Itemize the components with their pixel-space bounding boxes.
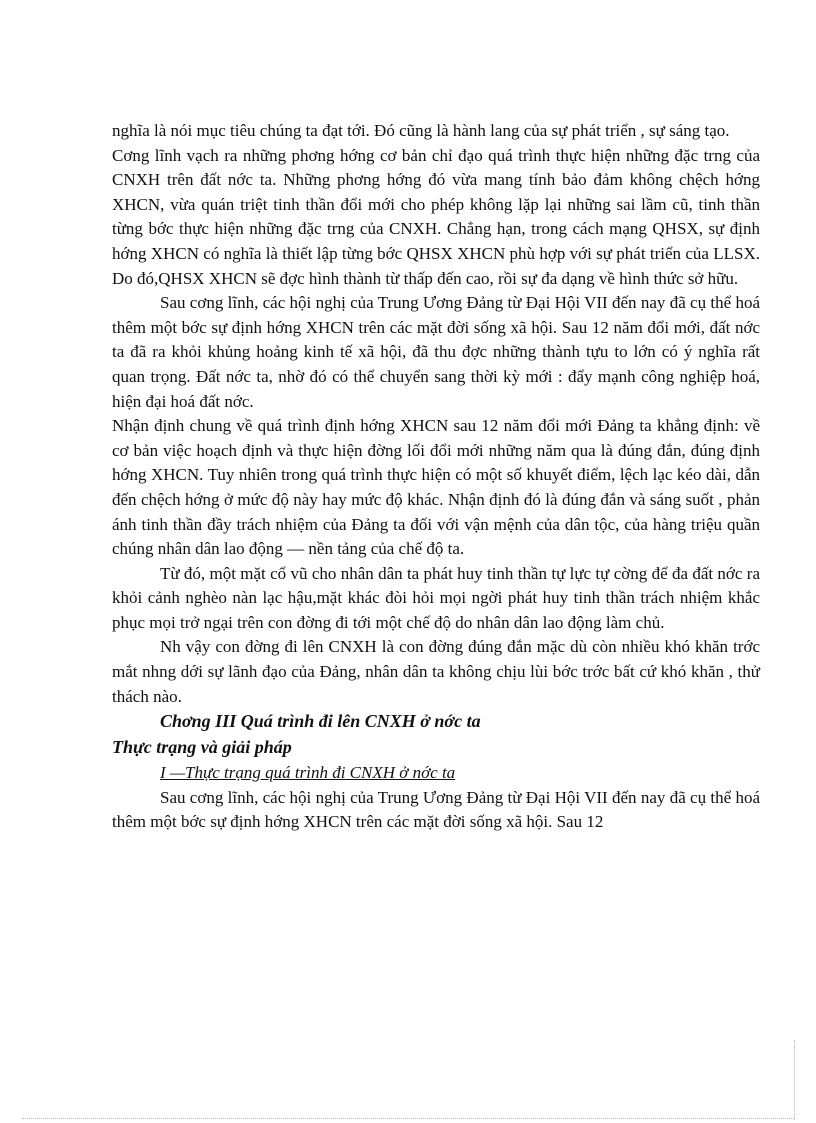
section-heading <box>112 760 760 786</box>
chapter-subheading: Thực trạng và giải pháp <box>112 736 292 757</box>
section-heading-text: I —Thực trạng quá trình đi CNXH ở nớc ta <box>160 763 456 783</box>
paragraph-4: Nhận định chung về quá trình định hớng XHCN sau 12 năm đổi mới Đảng ta khẳng định: về cơ bản việc hoạch định và thực hiện đờng lối đổi mới những năm qua là đúng đắn, đúng định hớng XHCN. Tuy nhiên trong quá trình thực hiện có một số khuyết điểm, lệch lạc kéo dài, dẫn đến chệch hớng ở mức độ này hay mức độ khác. Nhận định đó là đúng đắn và sáng suốt , phản ánh tinh thần đầy trách nhiệm của Đảng ta đối với vận mệnh của dân tộc, của hàng triệu quần chúng nhân dân lao động — nền tảng của chế độ ta. <box>112 416 760 559</box>
paragraph-5: Từ đó, một mặt cổ vũ cho nhân dân ta phát huy tinh thần tự lực tự cờng để đa đất nớc ra khỏi cảnh nghèo nàn lạc hậu,mặt khác đòi hỏi mọi ngời phát huy tinh thần trách nhiệm khắc phục mọi trở ngại trên con đờng đi tới một chế độ do nhân dân lao động làm chủ. <box>112 563 760 632</box>
page-corner-border <box>794 1040 795 1120</box>
paragraph-3: Sau cơng lĩnh, các hội nghị của Trung Ương Đảng từ Đại Hội VII đến nay đã cụ thể hoá thêm một bớc sự định hớng XHCN trên các mặt đời sống xã hội. Sau 12 năm đổi mới, đất nớc ta đã ra khỏi khủng hoảng kinh tế xã hội, đã thu đợc những thành tựu to lớn có ý nghĩa rất quan trọng. Đất nớc ta, nhờ đó có thể chuyển sang thời kỳ mới : đẩy mạnh công nghiệp hoá, hiện đại hoá đất nớc. <box>112 293 760 411</box>
paragraph-2: Cơng lĩnh vạch ra những phơng hớng cơ bản chỉ đạo quá trình thực hiện những đặc trng của CNXH trên đất nớc ta. Những phơng hớng đó vừa mang tính bảo đảm không chệch hớng XHCN, vừa quán triệt tinh thần đổi mới cho phép không lặp lại những sai lầm cũ, tinh thần từng bớc thực hiện những đặc trng của CNXH. Chẳng hạn, trong cách mạng QHSX, sự định hớng XHCN có nghĩa là thiết lập từng bớc QHSX XHCN phù hợp với sự phát triển của LLSX. Do đó,QHSX XHCN sẽ đợc hình thành từ thấp đến cao, rồi sự đa dạng về hình thức sở hữu. <box>112 145 760 288</box>
paragraph-6: Nh vậy con đờng đi lên CNXH là con đờng đúng đắn mặc dù còn nhiều khó khăn trớc mắt nhng dới sự lãnh đạo của Đảng, nhân dân ta không chịu lùi bớc trớc bất cứ khó khăn , thử thách nào. <box>112 637 760 706</box>
page-bottom-border <box>22 1118 794 1119</box>
chapter-heading: Chơng III Quá trình đi lên CNXH ở nớc ta <box>160 711 481 732</box>
paragraph-final: Sau cơng lĩnh, các hội nghị của Trung Ương Đảng từ Đại Hội VII đến nay đã cụ thể hoá thêm một bớc sự định hớng XHCN trên các mặt đời sống xã hội. Sau 12 <box>112 787 760 832</box>
paragraph-1: nghĩa là nói mục tiêu chúng ta đạt tới. Đó cũng là hành lang của sự phát triển , sự sáng tạo. <box>112 121 730 140</box>
document-body <box>112 119 760 835</box>
